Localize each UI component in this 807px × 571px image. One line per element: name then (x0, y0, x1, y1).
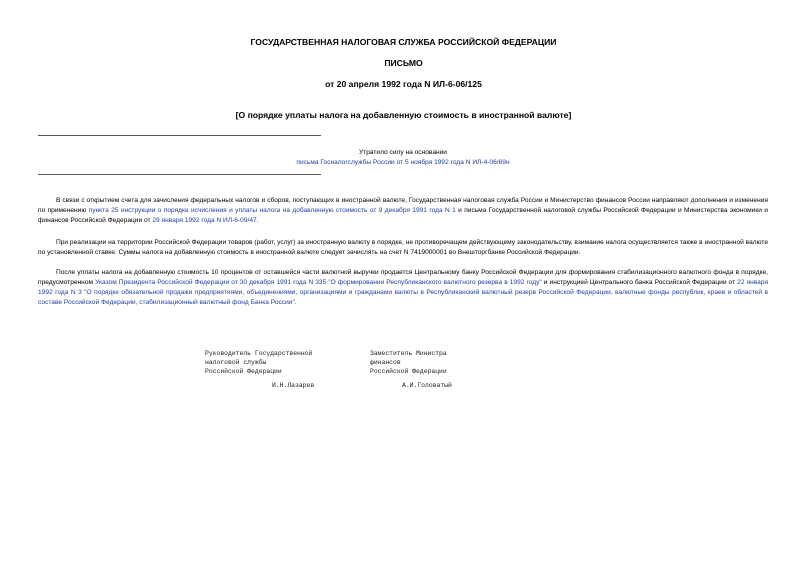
doc-type-heading: ПИСЬМО (384, 58, 423, 68)
signature-right-name: А.И.Головатый (402, 382, 452, 389)
paragraph-2: При реализации на территории Российской Федерации товаров (работ, услуг) за иностранную валюту в порядке, не противоречащем действующему законодательству, взимание налога осуществляется также в иностранной валюте по установленной ставке. Суммы налога на добавленную стоимость в иностранной валюте следует зачислять на счет N 7419000001 во Внешторгбанке Российской Федерации. (38, 239, 768, 256)
presidential-decree-link[interactable]: Указом Президента Российской Федерации от 30 декабря 1991 года N 335 "О формировании Республиканского валютного резерва в 1992 году" (95, 279, 542, 286)
divider-bottom (38, 174, 321, 175)
signature-left-title-2: налоговой службы (205, 359, 267, 366)
paragraph-1-text-a: В связи с открытием счета для зачисления федеральных налогов и сборов, поступающих в иностранной валюте, Государственная налоговая служба России и Министерство финансов России направляют дополнения и изменения по применению (38, 197, 768, 214)
central-bank-instruction-link[interactable]: 22 января 1992 года N 3 "О порядке обязательной продажи предприятиями, объединениями, организациями и гражданами валюты в Республиканский валютный резерв Российской Федерации, валютные фонды республик, краев и областей в составе Российской Федерации, стабилизационный валютный фонд Банка России" (38, 279, 769, 306)
signature-left-name: И.Н.Лазарев (272, 382, 315, 389)
letter-link[interactable]: 29 января 1992 года N ИЛ-6-09/47 (152, 217, 257, 224)
paragraph-3-text-a: После уплаты налога на добавленную стоимость 10 процентов от оставшейся части валютной выручки продается Центральному банку Российской Федерации для формирования стабилизационного валютного фонда в порядке, предусмотренном (38, 269, 768, 286)
paragraph-1 (38, 196, 768, 226)
paragraph-1-text-b: и письма Государственной налоговой службы Российской Федерации и Министерства экономики и финансов Российской Федерации от (38, 207, 768, 224)
doc-date-number: от 20 апреля 1992 года N ИЛ-6-06/125 (325, 79, 482, 89)
divider-top (38, 135, 321, 136)
signature-left-title-1: Руководитель Государственной (205, 350, 313, 357)
signature-right-title-1: Заместитель Министра (370, 350, 447, 357)
signature-left-title-3: Российской Федерации (205, 368, 282, 375)
paragraph-3-text-c: . (294, 299, 297, 306)
instruction-link[interactable]: пункта 25 инструкции о порядке исчисления и уплаты налога на добавленную стоимость от 9 декабря 1991 года N 1 (88, 207, 456, 214)
agency-title: ГОСУДАРСТВЕННАЯ НАЛОГОВАЯ СЛУЖБА РОССИЙСКОЙ ФЕДЕРАЦИИ (250, 37, 557, 47)
paragraph-3 (38, 268, 768, 308)
status-note-text: Утратило силу на основании (359, 149, 447, 156)
signature-right-title-2: финансов (370, 359, 401, 366)
paragraph-3-text-b: и инструкцией Центрального банка Российской Федерации от (541, 279, 738, 286)
doc-subject: [О порядке уплаты налога на добавленную стоимость в иностранной валюте] (235, 110, 572, 120)
signature-right-title-3: Российской Федерации (370, 368, 447, 375)
repeal-document-link[interactable]: письма Госналогслужбы России от 5 ноября 1992 года N ИЛ-4-06/69н (296, 159, 510, 166)
paragraph-1-text-c: . (256, 217, 259, 224)
status-note-link-row (38, 158, 768, 168)
